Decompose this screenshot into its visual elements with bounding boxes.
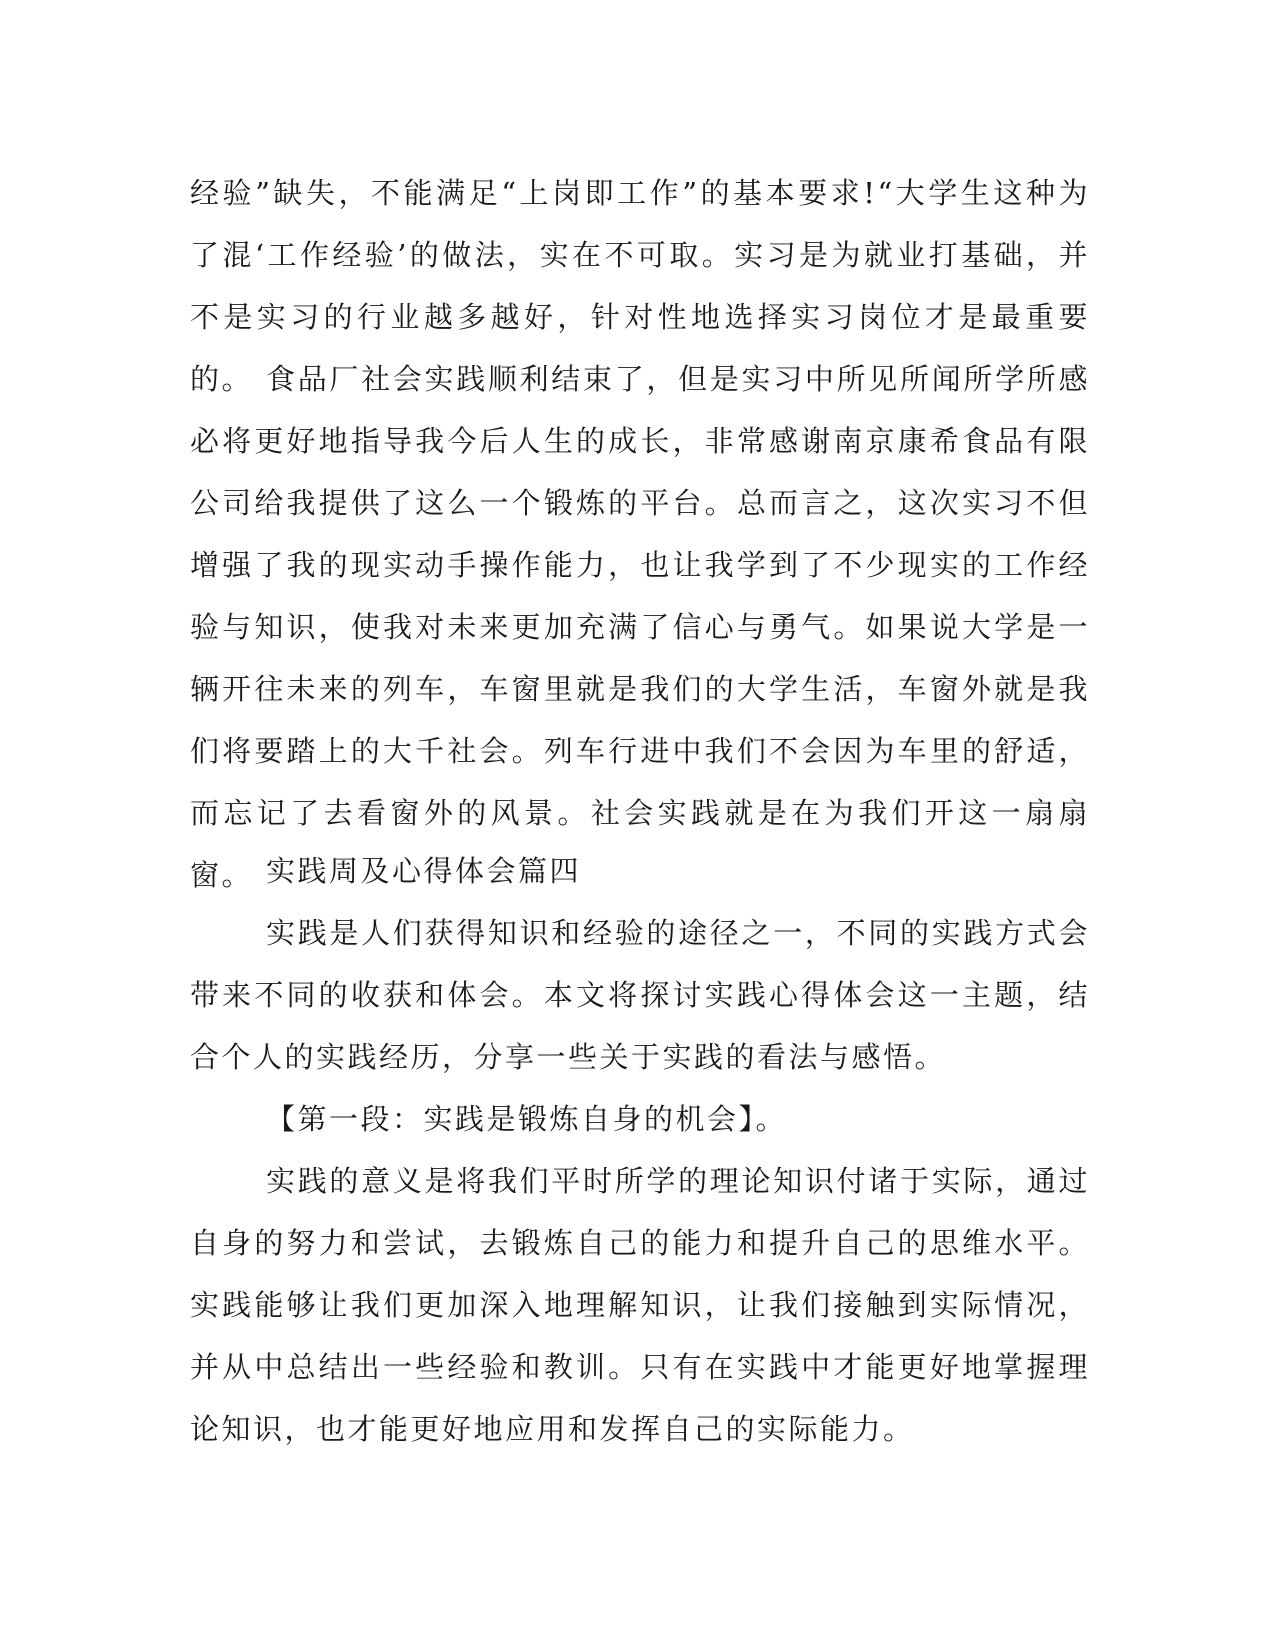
continuation-text: 经验”缺失，不能满足“上岗即工作”的基本要求!“大学生这种为了混‘工作经验’的做法，实在不可取。实习是为就业打基础，并不是实习的行业越多越好，针对性地选择实习岗位才是最重要的。	[190, 176, 1090, 396]
section-title-text: 【第一段：实践是锻炼自身的机会】。	[266, 1102, 788, 1136]
meaning-text: 实践的意义是将我们平时所学的理论知识付诸于实际，通过自身的努力和尝试，去锻炼自己的能力和提升自己的思维水平。实践能够让我们更加深入地理解知识，让我们接触到实际情况，并从中总结出一些经验和教训。只有在实践中才能更好地掌握理论知识，也才能更好地应用和发挥自己的实际能力。	[190, 1164, 1090, 1446]
intro-paragraph	[190, 902, 1090, 1088]
heading-text: 实践周及心得体会篇四	[266, 854, 582, 888]
meaning-paragraph	[190, 1150, 1090, 1460]
food-factory-text: 食品厂社会实践顺利结束了，但是实习中所见所闻所学所感必将更好地指导我今后人生的成长，非常感谢南京康希食品有限公司给我提供了这么一个锻炼的平台。总而言之，这次实习不但增强了我的现实动手操作能力，也让我学到了不少现实的工作经验与知识，使我对未来更加充满了信心与勇气。如果说大学是一辆开往未来的列车，车窗里就是我们的大学生活，车窗外就是我们将要踏上的大千社会。列车行进中我们不会因为车里的舒适，而忘记了去看窗外的风景。社会实践就是在为我们开这一扇扇窗。	[190, 362, 1090, 892]
food-factory-paragraph	[190, 348, 1090, 906]
section-heading	[190, 840, 1090, 902]
intro-text: 实践是人们获得知识和经验的途径之一，不同的实践方式会带来不同的收获和体会。本文将探讨实践心得体会这一主题，结合个人的实践经历，分享一些关于实践的看法与感悟。	[190, 916, 1090, 1074]
first-section-title	[190, 1088, 1090, 1150]
